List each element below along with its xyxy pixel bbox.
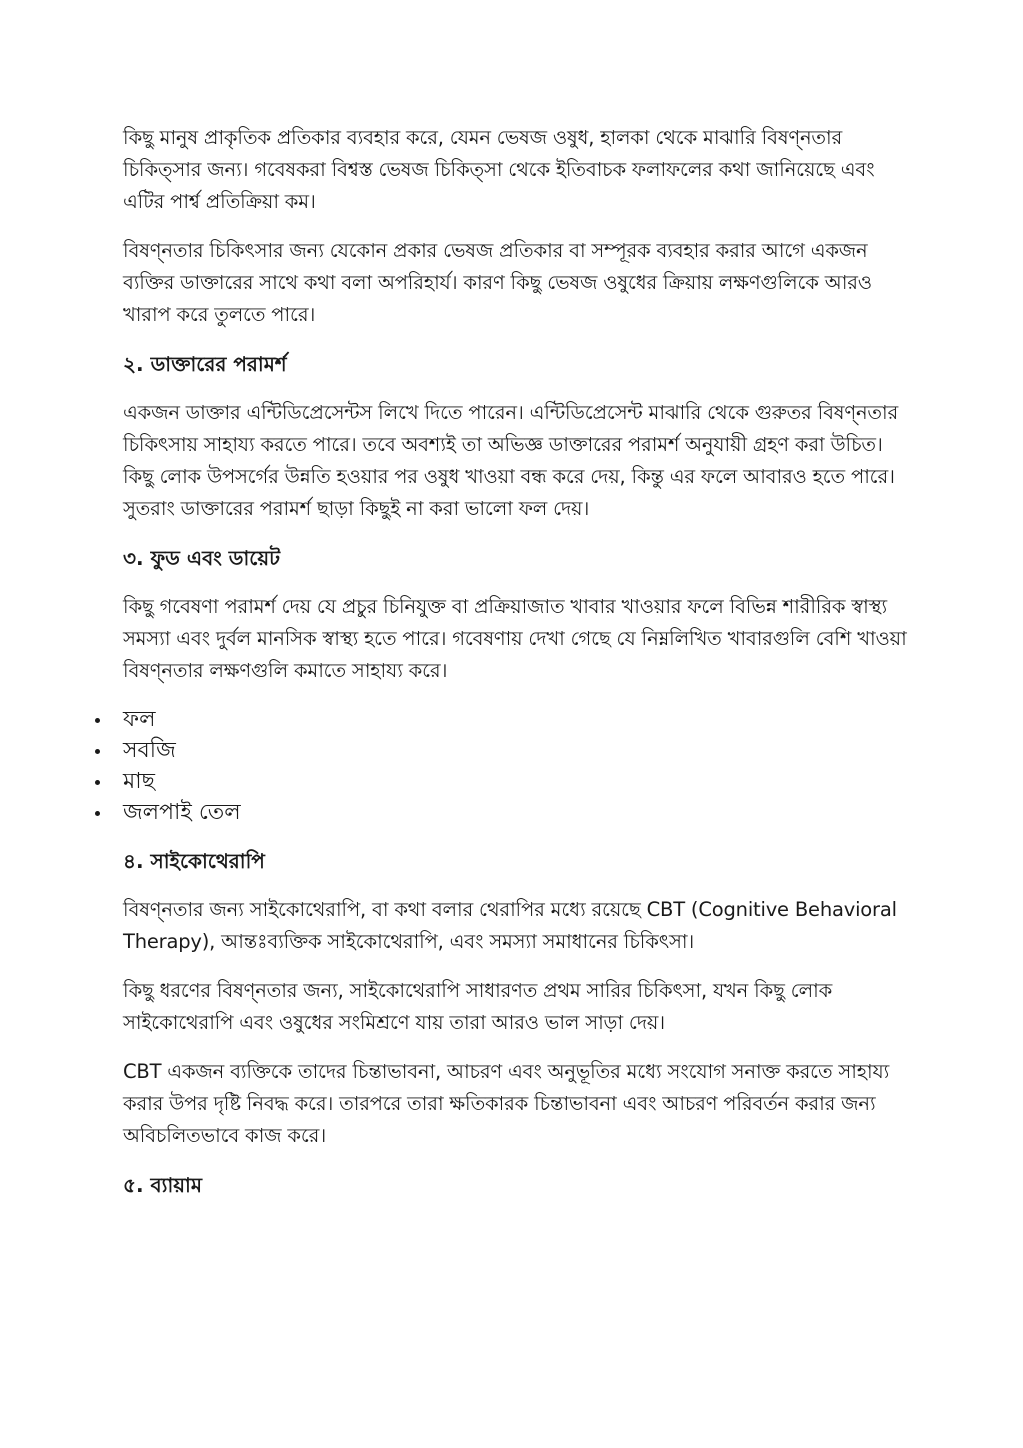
list-item (95, 704, 913, 735)
list-item-label: জলপাই তেল (123, 800, 241, 825)
section-heading-exercise: ৫. ব্যায়াম (123, 1173, 202, 1197)
list-item (95, 735, 913, 766)
list-item-label: ফল (123, 707, 156, 732)
doctor-advice-paragraph: একজন ডাক্তার এন্টিডিপ্রেসেন্টস লিখে দিতে পারেন। এন্টিডিপ্রেসেন্ট মাঝারি থেকে গুরুতর বিষণ্নতার চিকিৎসায় সাহায্য করতে পারে। তবে অবশ্যই তা অভিজ্ঞ ডাক্তারের পরামর্শ অনুযায়ী গ্রহণ করা উচিত। কিছু লোক উপসর্গের উন্নতি হওয়ার পর ওষুধ খাওয়া বন্ধ করে দেয়, কিন্তু এর ফলে আবারও হতে পারে। সুতরাং ডাক্তারের পরামর্শ ছাড়া কিছুই না করা ভালো ফল দেয়। (123, 401, 898, 520)
psychotherapy-paragraph-3: CBT একজন ব্যক্তিকে তাদের চিন্তাভাবনা, আচরণ এবং অনুভূতির মধ্যে সংযোগ সনাক্ত করতে সাহায্য করার উপর দৃষ্টি নিবদ্ধ করে। তারপরে তারা ক্ষতিকারক চিন্তাভাবনা এবং আচরণ পরিবর্তন করার জন্য অবিচলিতভাবে কাজ করে। (123, 1060, 890, 1147)
section-heading-doctor-advice: ২. ডাক্তারের পরামর্শ (123, 352, 287, 376)
food-diet-paragraph: কিছু গবেষণা পরামর্শ দেয় যে প্রচুর চিনিযুক্ত বা প্রক্রিয়াজাত খাবার খাওয়ার ফলে বিভিন্ন শারীরিক স্বাস্থ্য সমস্যা এবং দুর্বল মানসিক স্বাস্থ্য হতে পারে। গবেষণায় দেখা গেছে যে নিম্নলিখিত খাবারগুলি বেশি খাওয়া বিষণ্নতার লক্ষণগুলি কমাতে সাহায্য করে। (123, 595, 907, 682)
list-item-label: মাছ (123, 769, 155, 794)
document-body (123, 122, 913, 1218)
intro-paragraph-2: বিষণ্নতার চিকিৎসার জন্য যেকোন প্রকার ভেষজ প্রতিকার বা সম্পূরক ব্যবহার করার আগে একজন ব্যক্তির ডাক্তারের সাথে কথা বলা অপরিহার্য। কারণ কিছু ভেষজ ওষুধের ক্রিয়ায় লক্ষণগুলিকে আরও খারাপ করে তুলতে পারে। (123, 239, 872, 326)
bullet-icon (95, 749, 100, 754)
section-heading-food-diet: ৩. ফুড এবং ডায়েট (123, 546, 281, 570)
psychotherapy-paragraph-1: বিষণ্নতার জন্য সাইকোথেরাপি, বা কথা বলার থেরাপির মধ্যে রয়েছে CBT (Cognitive Behavioral Therapy), আন্তঃব্যক্তিক সাইকোথেরাপি, এবং সমস্যা সমাধানের চিকিৎসা। (123, 898, 897, 953)
intro-paragraph-1: কিছু মানুষ প্রাকৃতিক প্রতিকার ব্যবহার করে, যেমন ভেষজ ওষুধ, হালকা থেকে মাঝারি বিষণ্নতার চিকিত্সার জন্য। গবেষকরা বিশ্বস্ত ভেষজ চিকিত্সা থেকে ইতিবাচক ফলাফলের কথা জানিয়েছে এবং এটির পার্শ্ব প্রতিক্রিয়া কম। (123, 126, 875, 213)
section-heading-psychotherapy: ৪. সাইকোথেরাপি (123, 849, 265, 873)
psychotherapy-paragraph-2: কিছু ধরণের বিষণ্নতার জন্য, সাইকোথেরাপি সাধারণত প্রথম সারির চিকিৎসা, যখন কিছু লোক সাইকোথেরাপি এবং ওষুধের সংমিশ্রণে যায় তারা আরও ভাল সাড়া দেয়। (123, 979, 833, 1034)
list-item (95, 766, 913, 797)
food-list (95, 704, 913, 828)
bullet-icon (95, 718, 100, 723)
list-item-label: সবজি (123, 738, 176, 763)
bullet-icon (95, 780, 100, 785)
list-item (95, 797, 913, 828)
bullet-icon (95, 811, 100, 816)
